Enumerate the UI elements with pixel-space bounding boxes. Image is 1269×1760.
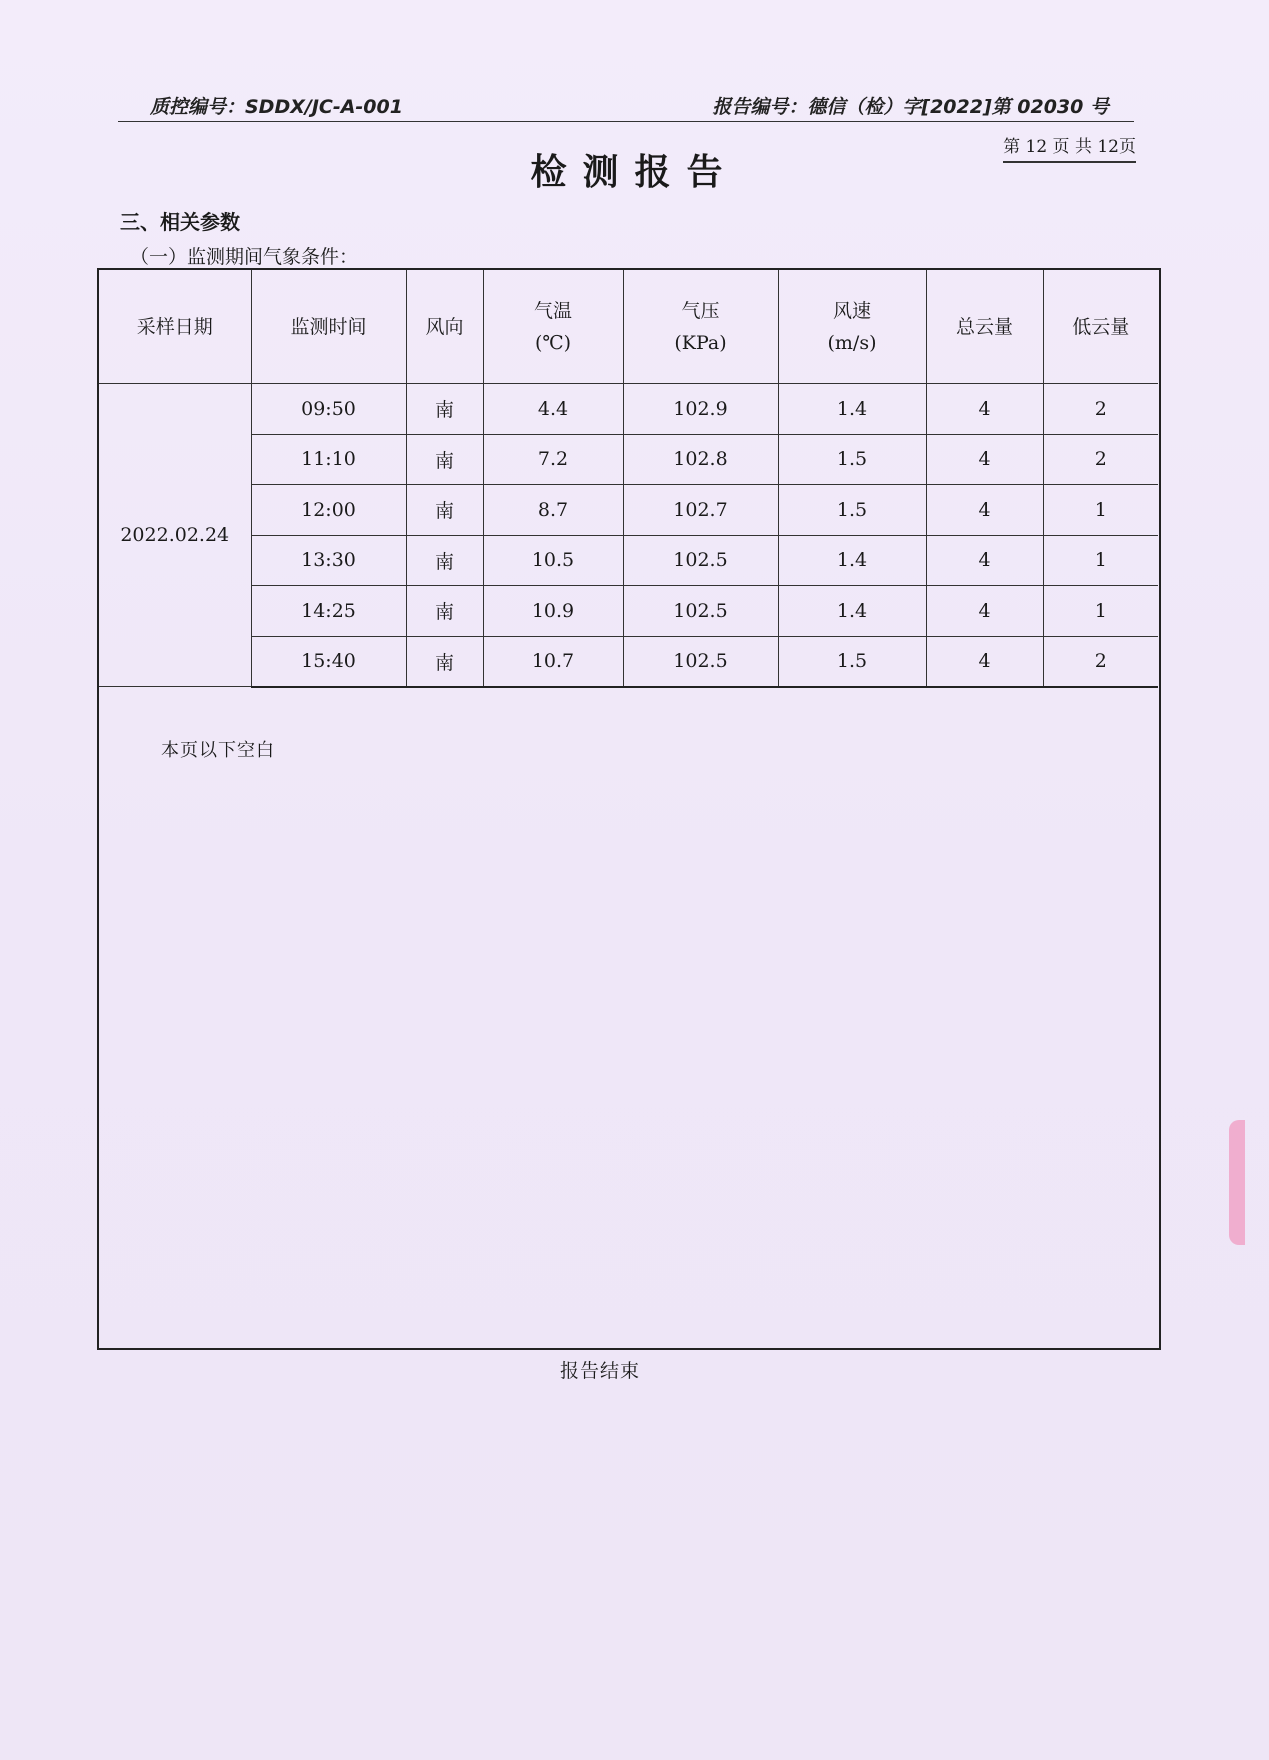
cell-time: 13:30 <box>251 535 406 586</box>
page-count: 第 12 页 共 12页 <box>1003 132 1136 163</box>
qc-number: 质控编号：SDDX/JC-A-001 <box>150 96 403 118</box>
weather-table <box>99 270 1158 688</box>
cell-wind-dir: 南 <box>406 636 483 687</box>
cell-temp: 10.9 <box>483 586 623 637</box>
cell-low-cloud: 1 <box>1043 535 1158 586</box>
cell-time: 12:00 <box>251 485 406 536</box>
header-pressure <box>623 270 778 384</box>
header-wind-dir-label: 风向 <box>425 315 464 338</box>
header-rule <box>118 121 1134 122</box>
cell-time: 15:40 <box>251 636 406 687</box>
cell-wind-dir: 南 <box>406 384 483 435</box>
cell-pressure: 102.8 <box>623 434 778 485</box>
header-total-cloud <box>926 270 1043 384</box>
header-wind-speed-label: 风速 <box>832 299 871 322</box>
cell-pressure: 102.5 <box>623 535 778 586</box>
cell-pressure: 102.7 <box>623 485 778 536</box>
header-low-cloud <box>1043 270 1158 384</box>
cell-wind-dir: 南 <box>406 485 483 536</box>
cell-wind-speed: 1.4 <box>778 586 926 637</box>
header-wind-speed-unit: (m/s) <box>827 331 877 354</box>
blank-below-note: 本页以下空白 <box>161 740 275 761</box>
header-time <box>251 270 406 384</box>
cell-low-cloud: 2 <box>1043 636 1158 687</box>
cell-wind-speed: 1.5 <box>778 485 926 536</box>
cell-temp: 10.5 <box>483 535 623 586</box>
sampling-date: 2022.02.24 <box>99 384 251 687</box>
cell-pressure: 102.5 <box>623 636 778 687</box>
header-low-cloud-label: 低云量 <box>1072 315 1130 338</box>
table-frame <box>97 268 1161 1350</box>
cell-low-cloud: 2 <box>1043 434 1158 485</box>
section-heading: 三、相关参数 <box>120 210 240 234</box>
cell-temp: 7.2 <box>483 434 623 485</box>
header-temp-unit: (℃) <box>534 331 572 354</box>
table-row <box>99 535 1158 586</box>
cell-wind-dir: 南 <box>406 586 483 637</box>
cell-total-cloud: 4 <box>926 485 1043 536</box>
cell-low-cloud: 1 <box>1043 586 1158 637</box>
cell-temp: 4.4 <box>483 384 623 435</box>
cell-wind-speed: 1.4 <box>778 384 926 435</box>
cell-wind-dir: 南 <box>406 434 483 485</box>
table-header-row <box>99 270 1158 384</box>
cell-wind-speed: 1.4 <box>778 535 926 586</box>
header-wind-speed <box>778 270 926 384</box>
table-row <box>99 636 1158 687</box>
cell-total-cloud: 4 <box>926 535 1043 586</box>
subsection-heading: （一）监测期间气象条件： <box>130 246 359 268</box>
cell-time: 11:10 <box>251 434 406 485</box>
report-end-note: 报告结束 <box>559 1360 640 1382</box>
cell-wind-speed: 1.5 <box>778 636 926 687</box>
cell-low-cloud: 2 <box>1043 384 1158 435</box>
cell-pressure: 102.9 <box>623 384 778 435</box>
report-number: 报告编号：德信（检）字[2022]第 02030 号 <box>712 96 1109 118</box>
cell-low-cloud: 1 <box>1043 485 1158 536</box>
seal-stamp-edge <box>1229 1120 1245 1245</box>
cell-total-cloud: 4 <box>926 384 1043 435</box>
table-row <box>99 485 1158 536</box>
header-temp <box>483 270 623 384</box>
table-row <box>99 384 1158 435</box>
header-time-label: 监测时间 <box>290 315 367 338</box>
cell-temp: 10.7 <box>483 636 623 687</box>
cell-pressure: 102.5 <box>623 586 778 637</box>
header-temp-label: 气温 <box>533 299 572 322</box>
table-row <box>99 434 1158 485</box>
cell-total-cloud: 4 <box>926 434 1043 485</box>
header-date <box>99 270 251 384</box>
cell-time: 14:25 <box>251 586 406 637</box>
header-pressure-label: 气压 <box>681 299 720 322</box>
table-row <box>99 586 1158 637</box>
report-title: 检测报告 <box>530 152 739 193</box>
cell-total-cloud: 4 <box>926 636 1043 687</box>
header-date-label: 采样日期 <box>136 315 213 338</box>
cell-wind-speed: 1.5 <box>778 434 926 485</box>
cell-total-cloud: 4 <box>926 586 1043 637</box>
cell-time: 09:50 <box>251 384 406 435</box>
header-total-cloud-label: 总云量 <box>955 315 1013 338</box>
header-wind-dir <box>406 270 483 384</box>
cell-temp: 8.7 <box>483 485 623 536</box>
header-pressure-unit: (KPa) <box>674 331 727 354</box>
cell-wind-dir: 南 <box>406 535 483 586</box>
